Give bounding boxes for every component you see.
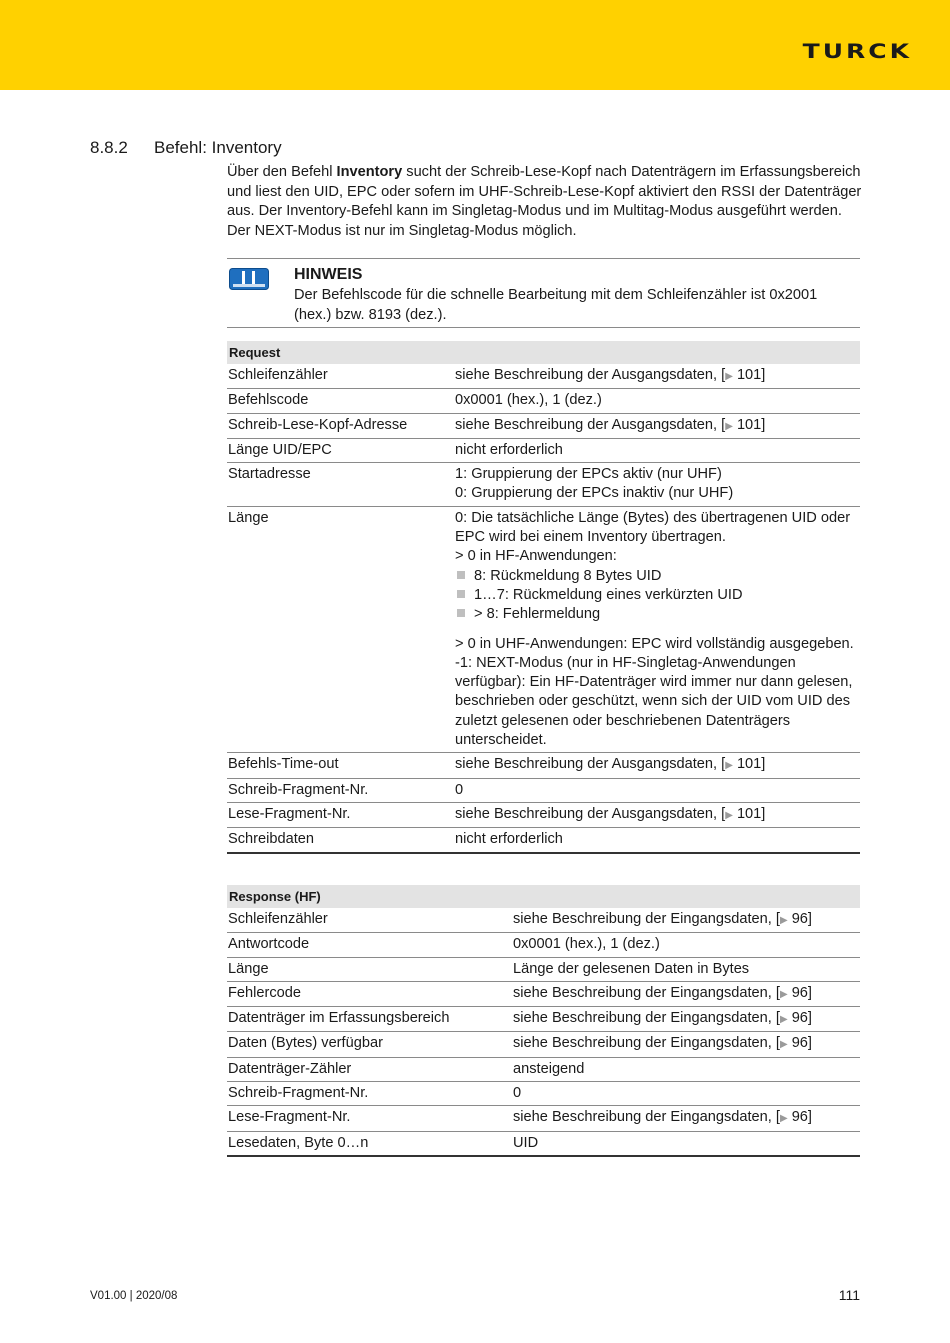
list-item: > 8: Fehlermeldung	[455, 605, 858, 624]
section-title: Befehl: Inventory	[154, 138, 282, 157]
row-label: Befehlscode	[227, 389, 454, 413]
intro-text-start: Über den Befehl	[227, 164, 337, 180]
bullet-icon	[457, 609, 465, 617]
table-row	[227, 981, 860, 1006]
table-row	[227, 1032, 860, 1057]
request-heading: Request	[227, 341, 860, 364]
ref-arrow-icon: ▶	[779, 1113, 788, 1125]
ref-arrow-icon: ▶	[725, 809, 733, 821]
page-ref[interactable]: 96]	[787, 984, 812, 1001]
row-value	[454, 463, 860, 507]
table-row	[227, 957, 860, 981]
table-row	[227, 933, 860, 957]
table-row	[227, 1057, 860, 1081]
row-label: Antwortcode	[227, 933, 512, 957]
row-value: siehe Beschreibung der Eingangsdaten, [▶ 96]	[512, 1106, 860, 1131]
table-row	[227, 1131, 860, 1156]
table-row	[227, 753, 860, 778]
ref-arrow-icon: ▶	[725, 420, 733, 432]
ref-arrow-icon: ▶	[779, 1014, 788, 1026]
row-label: Schreib-Fragment-Nr.	[227, 1082, 512, 1106]
section-heading	[90, 138, 282, 158]
intro-text-rest: sucht der Schreib-Lese-Kopf nach Datenträgern im Erfassungsbereich und liest den UID, EPC oder sofern im UHF-Schreib-Lese-Kopf aktiviert den RSSI der Datenträger aus. Der Inventory-Befehl kann im Singletag-Modus und im Multitag-Modus ausgeführt werden. Der NEXT-Modus ist nur im Singletag-Modus möglich.	[227, 164, 862, 239]
row-value: Länge der gelesenen Daten in Bytes	[512, 957, 860, 981]
row-value: siehe Beschreibung der Ausgangsdaten, [▶ 101]	[454, 802, 860, 827]
request-table	[227, 341, 860, 854]
page-number: 111	[838, 1287, 860, 1303]
turck-logo: TURCK	[802, 40, 912, 63]
bullet-icon	[457, 571, 465, 579]
table-row	[227, 1007, 860, 1032]
row-label: Startadresse	[227, 463, 454, 507]
page-ref[interactable]: 96]	[787, 1010, 812, 1027]
row-label: Länge UID/EPC	[227, 438, 454, 462]
row-label: Datenträger-Zähler	[227, 1057, 512, 1081]
footer-version: V01.00 | 2020/08	[90, 1290, 178, 1302]
row-label: Lese-Fragment-Nr.	[227, 1106, 512, 1131]
table-row	[227, 828, 860, 853]
row-value: siehe Beschreibung der Ausgangsdaten, [▶ 101]	[454, 364, 860, 389]
row-label: Lese-Fragment-Nr.	[227, 802, 454, 827]
bullet-icon	[457, 590, 465, 598]
book-icon	[229, 268, 269, 290]
list-item: 8: Rückmeldung 8 Bytes UID	[455, 567, 858, 586]
row-value: 0x0001 (hex.), 1 (dez.)	[454, 389, 860, 413]
row-value: UID	[512, 1131, 860, 1156]
row-label: Länge	[227, 506, 454, 753]
table-row	[227, 438, 860, 462]
row-value: siehe Beschreibung der Eingangsdaten, [▶ 96]	[512, 1007, 860, 1032]
section-number: 8.8.2	[90, 138, 128, 157]
row-value	[454, 506, 860, 753]
list-item: 1…7: Rückmeldung eines verkürzten UID	[455, 586, 858, 605]
page-ref[interactable]: 96]	[787, 911, 812, 927]
table-row	[227, 1082, 860, 1106]
value-line: 1: Gruppierung der EPCs aktiv (nur UHF)	[455, 466, 722, 483]
value-line: > 0 in UHF-Anwendungen: EPC wird vollständig ausgegeben.	[455, 635, 854, 652]
row-label: Lesedaten, Byte 0…n	[227, 1131, 512, 1156]
hint-box	[227, 258, 860, 328]
value-line: 0: Die tatsächliche Länge (Bytes) des übertragenen UID oder EPC wird bei einem Inventory übertragen.	[455, 509, 851, 546]
value-line: > 0 in HF-Anwendungen:	[455, 548, 617, 565]
hint-text: Der Befehlscode für die schnelle Bearbeitung mit dem Schleifenzähler ist 0x2001 (hex.) bzw. 8193 (dez.).	[294, 287, 818, 323]
row-label: Schleifenzähler	[227, 908, 512, 933]
response-heading: Response (HF)	[227, 885, 860, 908]
row-value: siehe Beschreibung der Eingangsdaten, [▶ 96]	[512, 981, 860, 1006]
page-ref[interactable]: 101]	[732, 805, 766, 822]
row-value: siehe Beschreibung der Ausgangsdaten, [▶ 101]	[454, 413, 860, 438]
row-label: Schleifenzähler	[227, 364, 454, 389]
response-table	[227, 885, 860, 1157]
intro-paragraph	[227, 163, 867, 241]
row-label: Datenträger im Erfassungsbereich	[227, 1007, 512, 1032]
table-row	[227, 364, 860, 389]
ref-arrow-icon: ▶	[725, 760, 733, 772]
value-line: -1: NEXT-Modus (nur in HF-Singletag-Anwendungen verfügbar): Ein HF-Datenträger wird immer nur dann gelesen, beschrieben oder geschützt, wenn sich der UID vom UID des zuletzt gelesenen oder beschriebenen Datenträgers unterscheidet.	[455, 654, 853, 749]
row-value: siehe Beschreibung der Eingangsdaten, [▶ 96]	[512, 1032, 860, 1057]
table-row	[227, 463, 860, 507]
ref-arrow-icon: ▶	[779, 1039, 788, 1051]
row-value: ansteigend	[512, 1057, 860, 1081]
table-row	[227, 802, 860, 827]
row-value: siehe Beschreibung der Eingangsdaten, [▶ 96]	[512, 908, 860, 933]
table-row	[227, 778, 860, 802]
page-ref[interactable]: 101]	[732, 416, 766, 433]
table-row	[227, 413, 860, 438]
page-ref[interactable]: 96]	[787, 1035, 812, 1052]
page-ref[interactable]: 101]	[732, 367, 766, 383]
table-row	[227, 506, 860, 753]
row-value: 0	[512, 1082, 860, 1106]
table-row	[227, 1106, 860, 1131]
ref-arrow-icon: ▶	[725, 371, 733, 382]
row-label: Länge	[227, 957, 512, 981]
ref-arrow-icon: ▶	[779, 915, 788, 926]
value-line: 0: Gruppierung der EPCs inaktiv (nur UHF)	[455, 485, 734, 502]
row-label: Fehlercode	[227, 981, 512, 1006]
page-ref[interactable]: 96]	[787, 1109, 812, 1126]
row-value: siehe Beschreibung der Ausgangsdaten, [▶ 101]	[454, 753, 860, 778]
row-label: Schreibdaten	[227, 828, 454, 853]
row-value: 0	[454, 778, 860, 802]
row-value: nicht erforderlich	[454, 828, 860, 853]
table-row	[227, 908, 860, 933]
row-label: Daten (Bytes) verfügbar	[227, 1032, 512, 1057]
intro-bold-term: Inventory	[336, 164, 403, 180]
row-value: 0x0001 (hex.), 1 (dez.)	[512, 933, 860, 957]
hint-title: HINWEIS	[294, 266, 363, 283]
page-ref[interactable]: 101]	[732, 756, 766, 773]
row-label: Schreib-Lese-Kopf-Adresse	[227, 413, 454, 438]
row-value: nicht erforderlich	[454, 438, 860, 462]
header-band	[0, 0, 950, 90]
row-label: Schreib-Fragment-Nr.	[227, 778, 454, 802]
row-label: Befehls-Time-out	[227, 753, 454, 778]
ref-arrow-icon: ▶	[779, 988, 788, 1000]
table-row	[227, 389, 860, 413]
